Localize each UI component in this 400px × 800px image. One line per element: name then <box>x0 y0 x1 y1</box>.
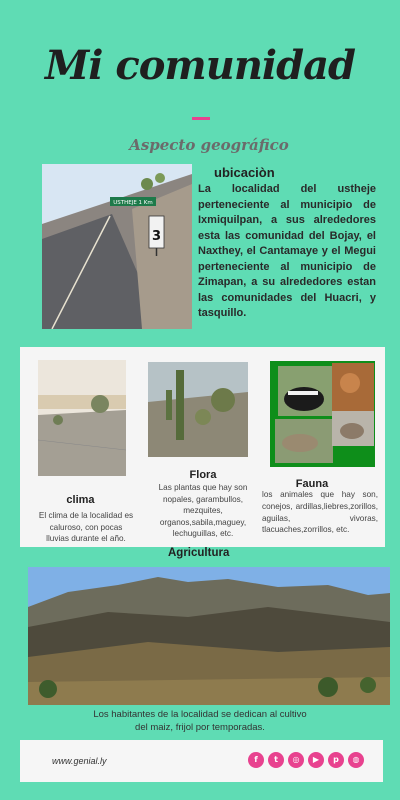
facebook-icon[interactable]: f <box>248 752 264 768</box>
footer-link[interactable]: www.genial.ly <box>52 756 107 766</box>
agricultura-photo <box>28 567 390 705</box>
road-sign-text: USTHEJE 1 Km <box>113 200 153 206</box>
road-photo <box>42 164 192 329</box>
social-icons <box>248 752 364 768</box>
fauna-photo <box>270 361 375 467</box>
km-marker-number: 3 <box>151 229 162 244</box>
section-subtitle: Aspecto geográfico <box>129 136 289 154</box>
fauna-text: los animales que hay son, conejos, ardillas,liebres,zorillos, aguilas, vivoras, tlacuaches,zorrillos, etc. <box>262 490 378 535</box>
dribbble-icon[interactable]: ◍ <box>348 752 364 768</box>
agricultura-text: Los habitantes de la localidad se dedican al cultivo del maiz, frijol por temporadas. <box>93 709 307 733</box>
instagram-icon[interactable]: ◎ <box>288 752 304 768</box>
ubicacion-text: La localidad del ustheje perteneciente al municipio de Ixmiquilpan, a sus alrededores esta las comunidad del Bojay, el Naxthey, el Cantamaye y el Megui perteneciente al municipio de Zimapan, a su alrededores estan las comunidades del Huacri, y tasquillo. <box>198 183 376 319</box>
youtube-icon[interactable]: ▶ <box>308 752 324 768</box>
agricultura-heading: Agricultura <box>168 547 230 559</box>
clima-text: El clima de la localidad es caluroso, con pocas lluvias durante el año. <box>38 511 134 543</box>
flora-photo <box>148 362 248 457</box>
flora-text: Las plantas que hay son nopales, garambullos, mezquites, organos,sabila,maguey, lechuguillas, etc. <box>158 483 248 538</box>
fauna-heading: Fauna <box>295 478 329 490</box>
pinterest-icon[interactable]: p <box>328 752 344 768</box>
ubicacion-heading: ubicaciòn <box>214 165 275 180</box>
clima-photo <box>38 360 126 476</box>
page-title: Mi comunidad <box>45 42 355 89</box>
twitter-icon[interactable]: t <box>268 752 284 768</box>
title-divider <box>192 117 210 120</box>
flora-heading: Flora <box>189 469 217 481</box>
clima-heading: clima <box>66 494 95 506</box>
